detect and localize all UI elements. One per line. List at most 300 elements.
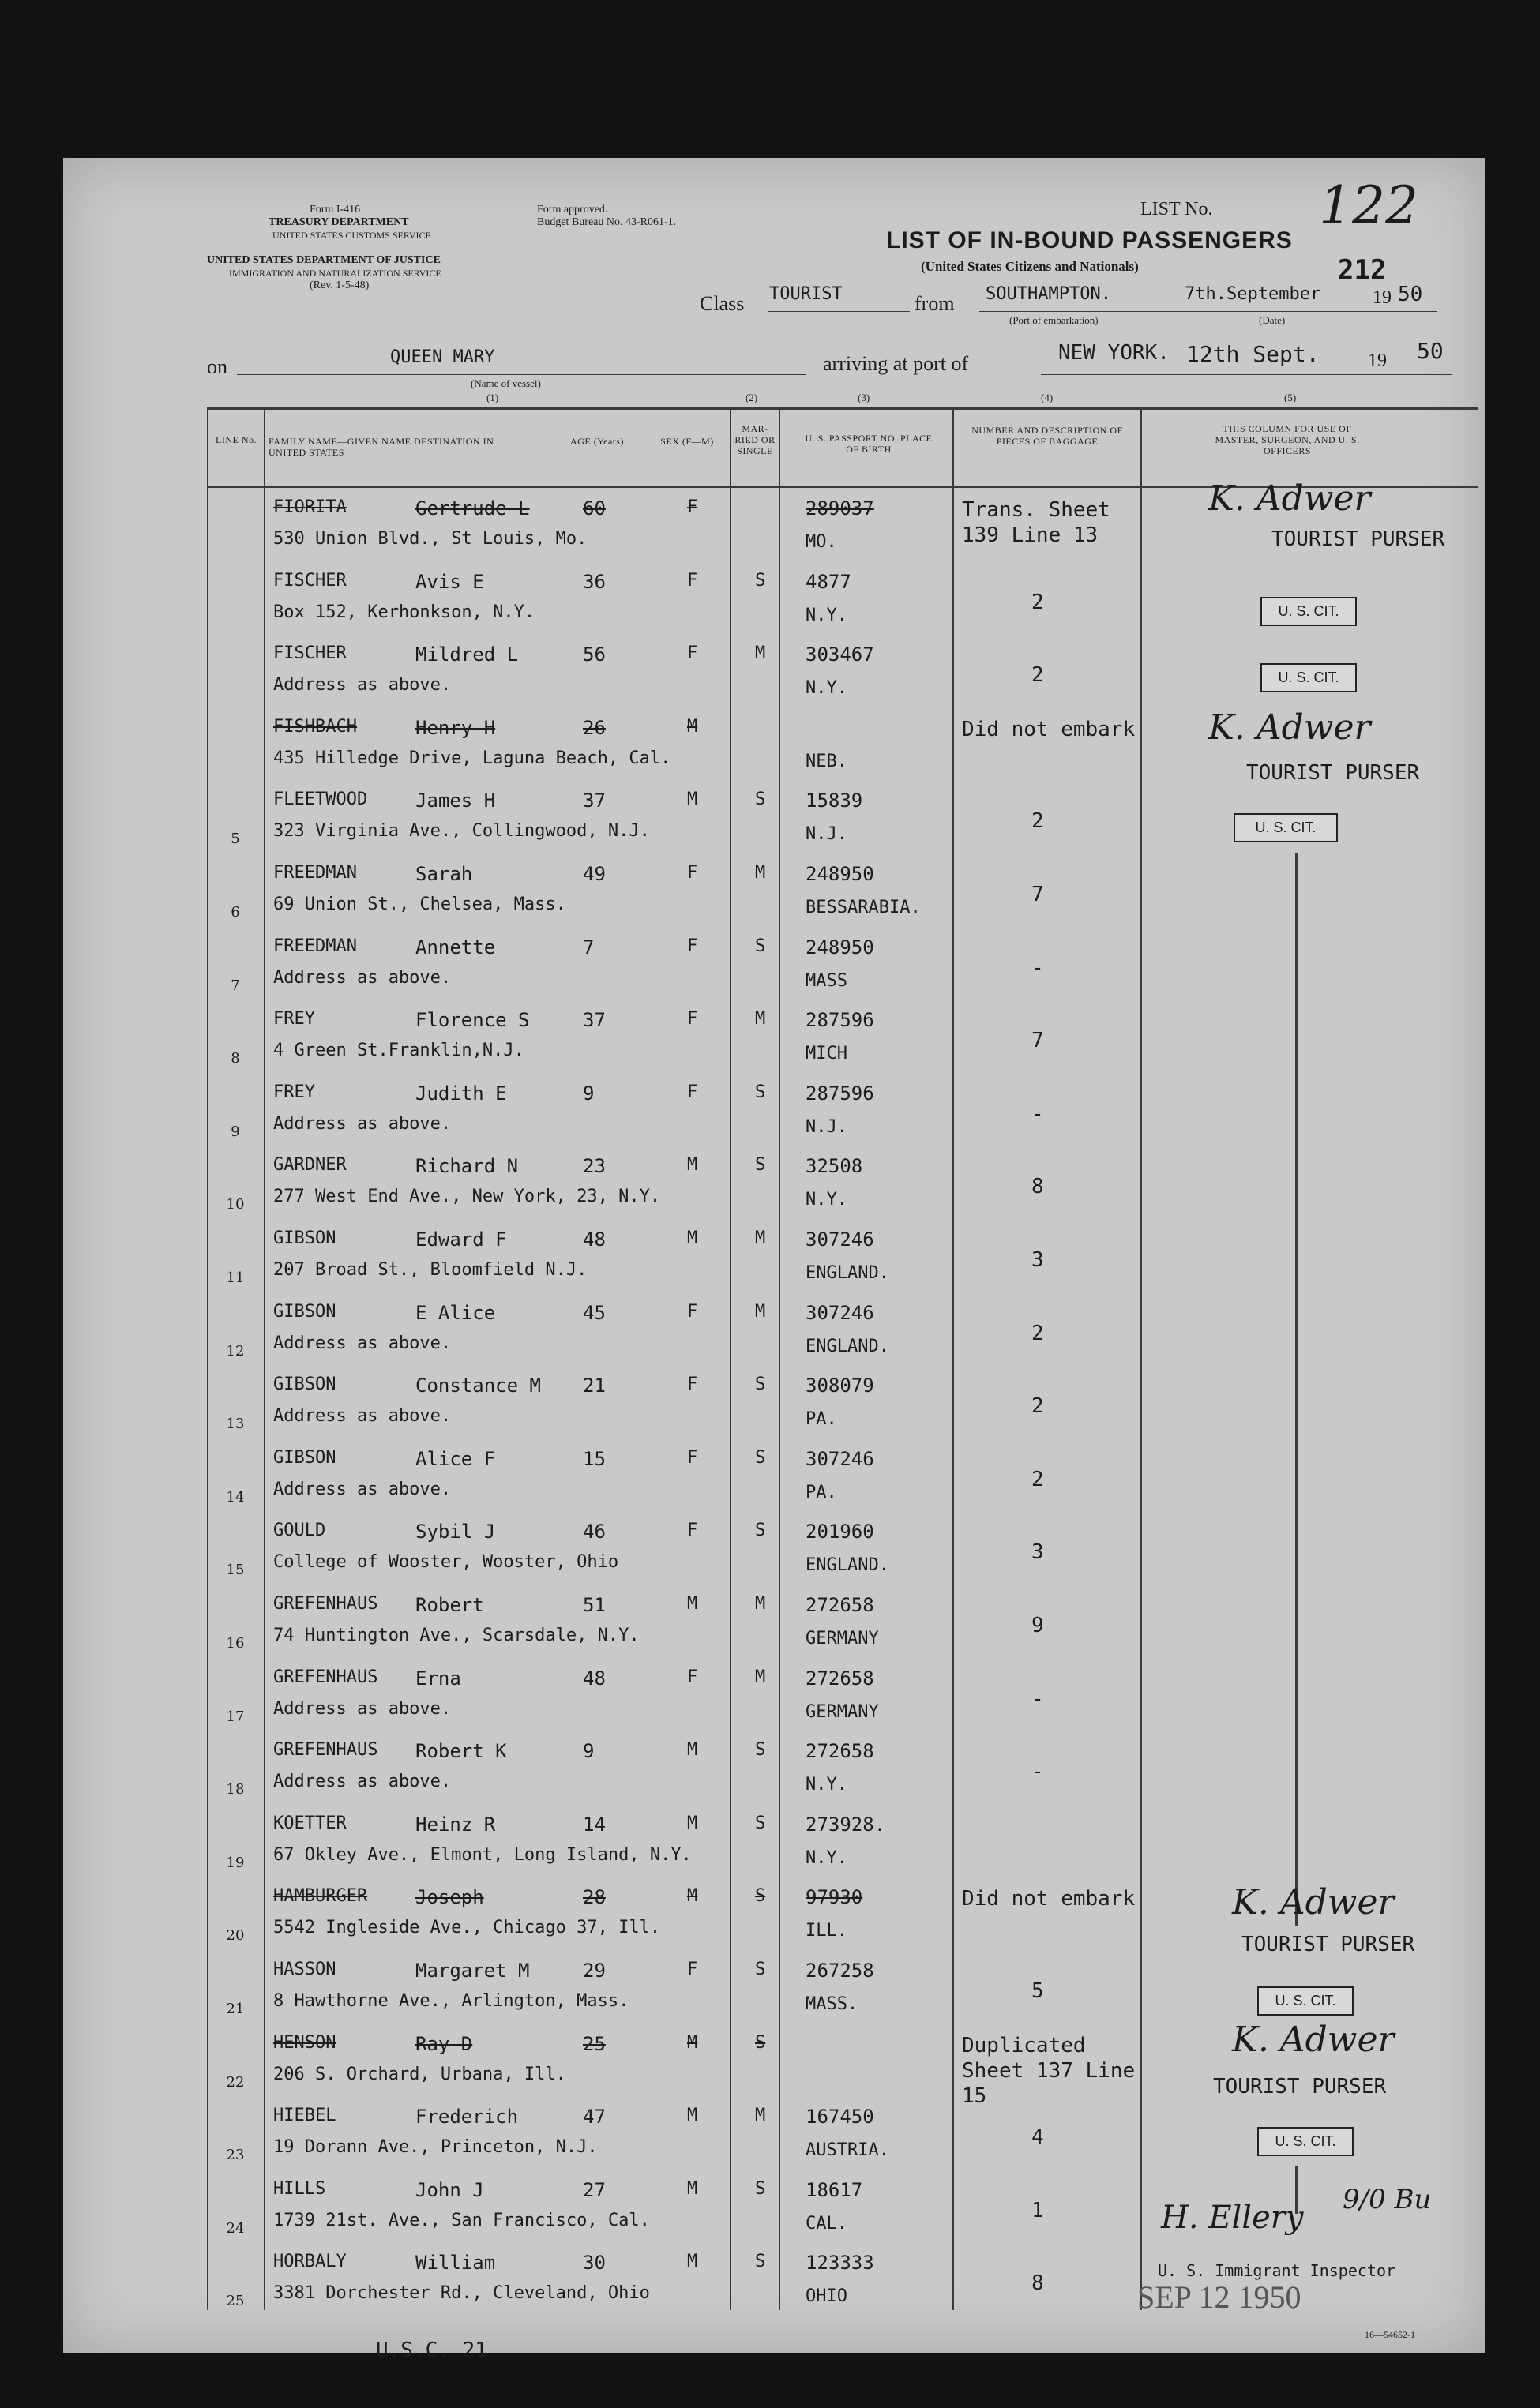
from-year: 50 bbox=[1398, 283, 1423, 306]
us-citizen-stamp: U. S. CIT. bbox=[1260, 663, 1357, 692]
arrival-year-prefix: 19 bbox=[1368, 351, 1387, 371]
family-name: GARDNER bbox=[273, 1155, 347, 1176]
arrival-year: 50 bbox=[1417, 338, 1444, 364]
family-name: HORBALY bbox=[273, 2252, 347, 2272]
sex: M bbox=[687, 2178, 698, 2199]
line-number: 18 bbox=[226, 1781, 245, 1798]
passport-number: 18617 bbox=[806, 2178, 863, 2201]
address: Address as above. bbox=[273, 1479, 452, 1499]
baggage: 5 bbox=[1031, 1979, 1044, 2003]
marital-status: S bbox=[755, 1155, 766, 1176]
marital-status: M bbox=[755, 863, 766, 883]
vessel-caption: (Name of vessel) bbox=[471, 377, 541, 389]
col-header-sex: SEX (F—M) bbox=[660, 436, 714, 447]
sex: M bbox=[687, 1886, 698, 1907]
address: Address as above. bbox=[273, 1113, 452, 1134]
family-name: GIBSON bbox=[273, 1228, 336, 1248]
given-name: Annette bbox=[415, 936, 496, 958]
column-number: (3) bbox=[858, 392, 870, 403]
age: 48 bbox=[583, 1667, 606, 1690]
budget-bureau: Budget Bureau No. 43-R061-1. bbox=[537, 216, 677, 228]
baggage: 8 bbox=[1031, 1175, 1044, 1199]
baggage: 2 bbox=[1031, 663, 1044, 688]
address: 8 Hawthorne Ave., Arlington, Mass. bbox=[273, 1991, 629, 2011]
sex: M bbox=[687, 716, 698, 737]
family-name: FISCHER bbox=[273, 570, 347, 591]
from-date: 7th.September bbox=[1185, 284, 1321, 304]
tourist-purser-label: TOURIST PURSER bbox=[1241, 1933, 1415, 1956]
age: 27 bbox=[583, 2178, 606, 2201]
address: 277 West End Ave., New York, 23, N.Y. bbox=[273, 1187, 661, 1207]
given-name: Sarah bbox=[415, 863, 473, 885]
list-no-stamp: 212 bbox=[1338, 254, 1387, 286]
from-port: SOUTHAMPTON. bbox=[986, 284, 1111, 304]
form-approved: Form approved. bbox=[537, 204, 608, 216]
given-name: Florence S bbox=[415, 1009, 530, 1032]
tourist-purser-label: TOURIST PURSER bbox=[1271, 527, 1445, 551]
given-name: Gertrude L bbox=[415, 497, 530, 519]
family-name: GREFENHAUS bbox=[273, 1740, 378, 1761]
address: Box 152, Kerhonkson, N.Y. bbox=[273, 602, 535, 622]
date-caption: (Date) bbox=[1259, 314, 1286, 326]
family-name: GIBSON bbox=[273, 1375, 336, 1395]
given-name: Alice F bbox=[415, 1447, 496, 1470]
address: Address as above. bbox=[273, 1698, 452, 1719]
col-header-age: AGE (Years) bbox=[570, 436, 624, 447]
marital-status: S bbox=[755, 1447, 766, 1468]
table-row bbox=[207, 1443, 1478, 1516]
date-stamp: SEP 12 1950 bbox=[1137, 2279, 1301, 2315]
us-citizen-stamp: U. S. CIT. bbox=[1257, 1986, 1354, 2016]
given-name: John J bbox=[415, 2178, 484, 2201]
passport-number: 201960 bbox=[806, 1521, 874, 1543]
age: 46 bbox=[583, 1521, 606, 1543]
tourist-purser-label: TOURIST PURSER bbox=[1213, 2075, 1387, 2099]
passport-number: 289037 bbox=[806, 497, 874, 519]
marital-status: S bbox=[755, 1886, 766, 1907]
place-of-birth: N.Y. bbox=[806, 1847, 847, 1868]
age: 49 bbox=[583, 863, 606, 885]
marital-status: S bbox=[755, 2252, 766, 2272]
given-name: Sybil J bbox=[415, 1521, 496, 1543]
age: 7 bbox=[583, 936, 595, 958]
sex: F bbox=[687, 1960, 698, 1979]
sex: F bbox=[687, 570, 698, 591]
address: College of Wooster, Wooster, Ohio bbox=[273, 1552, 619, 1573]
family-name: HIEBEL bbox=[273, 2106, 336, 2126]
age: 37 bbox=[583, 790, 606, 812]
purser-signature: K. Adwer bbox=[1208, 478, 1371, 519]
age: 23 bbox=[583, 1155, 606, 1178]
family-name: KOETTER bbox=[273, 1813, 347, 1833]
family-name: GREFENHAUS bbox=[273, 1667, 378, 1687]
marital-status: S bbox=[755, 790, 766, 810]
marital-status: S bbox=[755, 1960, 766, 1979]
address: 74 Huntington Ave., Scarsdale, N.Y. bbox=[273, 1626, 640, 1645]
place-of-birth: ENGLAND. bbox=[806, 1555, 889, 1576]
given-name: Mildred L bbox=[415, 643, 519, 666]
age: 15 bbox=[583, 1447, 606, 1470]
given-name: Heinz R bbox=[415, 1813, 496, 1836]
sex: M bbox=[687, 1813, 698, 1833]
place-of-birth: PA. bbox=[806, 1409, 837, 1430]
sex: M bbox=[687, 2032, 698, 2053]
line-number: 24 bbox=[226, 2219, 245, 2237]
passport-number: 273928. bbox=[806, 1813, 886, 1836]
given-name: Joseph bbox=[415, 1886, 484, 1909]
address: 3381 Dorchester Rd., Cleveland, Ohio bbox=[273, 2283, 650, 2304]
place-of-birth: CAL. bbox=[806, 2213, 847, 2234]
customs-service: UNITED STATES CUSTOMS SERVICE bbox=[272, 230, 431, 241]
baggage: 1 bbox=[1031, 2198, 1044, 2222]
family-name: FLEETWOOD bbox=[273, 790, 368, 810]
col-header-name: FAMILY NAME—GIVEN NAME DESTINATION IN UNITED STATES bbox=[269, 436, 494, 458]
col-header-married: MAR-RIED OR SINGLE bbox=[734, 423, 776, 456]
address: Address as above. bbox=[273, 1772, 452, 1792]
line-number: 9 bbox=[231, 1123, 240, 1140]
sex: M bbox=[687, 790, 698, 810]
sex: F bbox=[687, 1009, 698, 1030]
marital-status: S bbox=[755, 1740, 766, 1761]
given-name: Henry H bbox=[415, 716, 496, 739]
baggage: 3 bbox=[1031, 1248, 1044, 1272]
place-of-birth: MASS. bbox=[806, 1994, 858, 2014]
age: 26 bbox=[583, 716, 606, 739]
line-number: 14 bbox=[226, 1488, 245, 1506]
place-of-birth: GERMANY bbox=[806, 1629, 879, 1648]
address: 4 Green St.Franklin,N.J. bbox=[273, 1041, 524, 1061]
table-row bbox=[207, 1589, 1478, 1662]
table-row bbox=[207, 932, 1478, 1004]
given-name: Ray D bbox=[415, 2032, 473, 2055]
vessel-name: QUEEN MARY bbox=[390, 347, 495, 367]
line-number: 22 bbox=[226, 2073, 245, 2091]
address: 323 Virginia Ave., Collingwood, N.J. bbox=[273, 821, 650, 842]
passport-number: 15839 bbox=[806, 790, 863, 812]
age: 21 bbox=[583, 1375, 606, 1397]
given-name: Robert bbox=[415, 1594, 484, 1616]
column-number: (4) bbox=[1041, 392, 1054, 403]
baggage: - bbox=[1031, 1760, 1044, 1784]
place-of-birth: N.J. bbox=[806, 1116, 847, 1137]
baggage: 7 bbox=[1031, 883, 1044, 906]
family-name: GIBSON bbox=[273, 1301, 336, 1322]
place-of-birth: NEB. bbox=[806, 751, 847, 771]
age: 9 bbox=[583, 1082, 595, 1105]
marital-status: M bbox=[755, 1228, 766, 1248]
family-name: HASSON bbox=[273, 1960, 336, 1979]
baggage: 2 bbox=[1031, 1467, 1044, 1491]
us-citizen-stamp: U. S. CIT. bbox=[1257, 2127, 1354, 2156]
marital-status: M bbox=[755, 2106, 766, 2126]
place-of-birth: GERMANY bbox=[806, 1701, 879, 1722]
place-of-birth: MASS bbox=[806, 970, 847, 991]
line-number: 8 bbox=[231, 1050, 240, 1067]
line-number: 6 bbox=[231, 904, 240, 921]
marital-status: S bbox=[755, 2178, 766, 2199]
place-of-birth: AUSTRIA. bbox=[806, 2140, 889, 2161]
sex: F bbox=[687, 1521, 698, 1541]
family-name: GOULD bbox=[273, 1521, 326, 1541]
line-number: 23 bbox=[226, 2147, 245, 2164]
line-number: 16 bbox=[226, 1635, 245, 1652]
passport-number: 4877 bbox=[806, 570, 851, 593]
page-title: LIST OF IN-BOUND PASSENGERS bbox=[886, 227, 1293, 253]
family-name: FISHBACH bbox=[273, 716, 357, 737]
on-label: on bbox=[207, 355, 227, 378]
list-no-label: LIST No. bbox=[1140, 199, 1213, 219]
place-of-birth: MO. bbox=[806, 532, 837, 552]
family-name: HILLS bbox=[273, 2178, 326, 2199]
line-number: 12 bbox=[226, 1342, 245, 1360]
sex: M bbox=[687, 1740, 698, 1761]
passport-number: 272658 bbox=[806, 1594, 874, 1616]
column-number: (5) bbox=[1284, 392, 1297, 403]
sex: F bbox=[687, 1082, 698, 1102]
inspector-signature: H. Ellery bbox=[1161, 2200, 1304, 2236]
col-header-line: LINE No. bbox=[216, 434, 257, 445]
table-row bbox=[207, 1370, 1478, 1442]
tourist-purser-label: TOURIST PURSER bbox=[1246, 761, 1420, 785]
age: 9 bbox=[583, 1740, 595, 1763]
col-header-passport: U. S. PASSPORT NO. PLACE OF BIRTH bbox=[805, 433, 933, 455]
marital-status: S bbox=[755, 936, 766, 956]
place-of-birth: ILL. bbox=[806, 1921, 847, 1941]
given-name: E Alice bbox=[415, 1301, 496, 1324]
given-name: Erna bbox=[415, 1667, 461, 1690]
address: 67 Okley Ave., Elmont, Long Island, N.Y. bbox=[273, 1844, 692, 1865]
ins-service: IMMIGRATION AND NATURALIZATION SERVICE bbox=[229, 268, 441, 279]
passport-number: 307246 bbox=[806, 1228, 874, 1251]
marital-status: S bbox=[755, 1813, 766, 1833]
marital-status: S bbox=[755, 570, 766, 591]
passport-number: 123333 bbox=[806, 2252, 874, 2275]
from-label: from bbox=[915, 292, 955, 315]
table-row bbox=[207, 1004, 1478, 1077]
table-row bbox=[207, 1663, 1478, 1735]
initials: 9/0 Bu bbox=[1343, 2184, 1432, 2215]
list-no-handwritten: 122 bbox=[1319, 175, 1418, 236]
marital-status: M bbox=[755, 1594, 766, 1614]
arriving-label: arriving at port of bbox=[823, 352, 969, 375]
table-row bbox=[207, 1150, 1478, 1223]
baggage: Duplicated Sheet 137 Line 15 bbox=[962, 2033, 1136, 2108]
purser-signature: K. Adwer bbox=[1208, 707, 1371, 748]
family-name: GREFENHAUS bbox=[273, 1594, 378, 1614]
family-name: FIORITA bbox=[273, 497, 347, 517]
given-name: Robert K bbox=[415, 1740, 507, 1763]
line-number: 7 bbox=[231, 977, 240, 994]
age: 56 bbox=[583, 643, 606, 666]
address: 206 S. Orchard, Urbana, Ill. bbox=[273, 2064, 566, 2084]
line-number: 13 bbox=[226, 1416, 245, 1433]
table-top-rule bbox=[207, 407, 1478, 410]
age: 25 bbox=[583, 2032, 606, 2055]
marital-status: M bbox=[755, 1667, 766, 1687]
baggage: - bbox=[1031, 955, 1044, 980]
arrival-port: NEW YORK. bbox=[1058, 341, 1170, 365]
passport-number: 287596 bbox=[806, 1009, 874, 1032]
table-row bbox=[207, 1224, 1478, 1296]
sex: F bbox=[687, 1447, 698, 1468]
footer-printer: 16—54652-1 bbox=[1365, 2329, 1415, 2340]
age: 51 bbox=[583, 1594, 606, 1616]
place-of-birth: N.Y. bbox=[806, 678, 847, 699]
given-name: James H bbox=[415, 790, 496, 812]
sex: M bbox=[687, 2252, 698, 2272]
baggage: - bbox=[1031, 1101, 1044, 1126]
sex: M bbox=[687, 1228, 698, 1248]
marital-status: S bbox=[755, 1375, 766, 1395]
address: Address as above. bbox=[273, 1406, 452, 1427]
age: 30 bbox=[583, 2252, 606, 2275]
baggage: 4 bbox=[1031, 2125, 1044, 2150]
line-number: 25 bbox=[226, 2293, 245, 2310]
address: Address as above. bbox=[273, 675, 452, 696]
port-caption: (Port of embarkation) bbox=[1009, 314, 1099, 326]
address: 69 Union St., Chelsea, Mass. bbox=[273, 895, 566, 914]
place-of-birth: ENGLAND. bbox=[806, 1263, 889, 1283]
line-number: 11 bbox=[226, 1270, 245, 1286]
address: 207 Broad St., Bloomfield N.J. bbox=[273, 1260, 588, 1280]
place-of-birth: OHIO bbox=[806, 2286, 847, 2307]
line-number: 5 bbox=[231, 831, 240, 848]
age: 28 bbox=[583, 1886, 606, 1909]
table-row bbox=[207, 1516, 1478, 1588]
passport-number: 248950 bbox=[806, 936, 874, 958]
family-name: FISCHER bbox=[273, 643, 347, 664]
sex: F bbox=[687, 936, 698, 956]
justice-dept: UNITED STATES DEPARTMENT OF JUSTICE bbox=[207, 254, 441, 266]
bracket-line bbox=[1295, 853, 1298, 1926]
sex: F bbox=[687, 1375, 698, 1395]
purser-signature: K. Adwer bbox=[1232, 2020, 1395, 2060]
place-of-birth: N.Y. bbox=[806, 1775, 847, 1795]
column-number: (2) bbox=[746, 392, 758, 403]
sex: F bbox=[687, 643, 698, 664]
age: 48 bbox=[583, 1228, 606, 1251]
passport-number: 248950 bbox=[806, 863, 874, 885]
address: 5542 Ingleside Ave., Chicago 37, Ill. bbox=[273, 1918, 661, 1938]
age: 29 bbox=[583, 1960, 606, 1982]
passport-number: 303467 bbox=[806, 643, 874, 666]
family-name: FREEDMAN bbox=[273, 936, 357, 956]
place-of-birth: N.Y. bbox=[806, 605, 847, 625]
sex: M bbox=[687, 1594, 698, 1614]
purser-signature: K. Adwer bbox=[1232, 1882, 1395, 1922]
table-row bbox=[207, 1078, 1478, 1150]
line-number: 15 bbox=[226, 1562, 245, 1579]
place-of-birth: N.J. bbox=[806, 824, 847, 845]
passport-number: 267258 bbox=[806, 1960, 874, 1982]
passport-number: 272658 bbox=[806, 1667, 874, 1690]
table-row bbox=[207, 858, 1478, 931]
given-name: Margaret M bbox=[415, 1960, 530, 1982]
place-of-birth: BESSARABIA. bbox=[806, 898, 921, 917]
baggage: Did not embark bbox=[962, 1887, 1136, 1911]
place-of-birth: PA. bbox=[806, 1482, 837, 1502]
passport-number: 272658 bbox=[806, 1740, 874, 1763]
given-name: Richard N bbox=[415, 1155, 519, 1178]
sex: M bbox=[687, 2106, 698, 2126]
col-header-officers: THIS COLUMN FOR USE OF MASTER, SURGEON, AND U. S. OFFICERS bbox=[1215, 423, 1360, 456]
line-number: 17 bbox=[226, 1708, 245, 1725]
passport-number: 307246 bbox=[806, 1301, 874, 1324]
line-number: 19 bbox=[226, 1854, 245, 1871]
arrival-date: 12th Sept. bbox=[1186, 341, 1320, 367]
place-of-birth: MICH bbox=[806, 1044, 847, 1064]
us-citizen-stamp: U. S. CIT. bbox=[1260, 597, 1357, 626]
family-name: HENSON bbox=[273, 2032, 336, 2053]
given-name: Judith E bbox=[415, 1082, 507, 1105]
baggage: - bbox=[1031, 1686, 1044, 1711]
baggage: 2 bbox=[1031, 1394, 1044, 1419]
sex: F bbox=[687, 497, 698, 517]
place-of-birth: N.Y. bbox=[806, 1190, 847, 1210]
treasury-dept: TREASURY DEPARTMENT bbox=[269, 216, 409, 228]
inspector-label: U. S. Immigrant Inspector bbox=[1158, 2261, 1396, 2280]
address: Address as above. bbox=[273, 1333, 452, 1353]
passport-number: 308079 bbox=[806, 1375, 874, 1397]
line-number: 10 bbox=[226, 1196, 245, 1213]
address: 435 Hilledge Drive, Laguna Beach, Cal. bbox=[273, 748, 671, 768]
passport-number: 167450 bbox=[806, 2106, 874, 2129]
line-number: 20 bbox=[226, 1927, 245, 1945]
age: 37 bbox=[583, 1009, 606, 1032]
table-row bbox=[207, 1809, 1478, 1881]
baggage: Trans. Sheet 139 Line 13 bbox=[962, 498, 1110, 547]
marital-status: M bbox=[755, 1301, 766, 1322]
baggage: 3 bbox=[1031, 1540, 1044, 1565]
family-name: GIBSON bbox=[273, 1447, 336, 1468]
passport-number: 32508 bbox=[806, 1155, 863, 1178]
from-year-prefix: 19 bbox=[1373, 287, 1392, 308]
given-name: Edward F bbox=[415, 1228, 507, 1251]
line-number: 21 bbox=[226, 2001, 245, 2017]
family-name: FREY bbox=[273, 1009, 315, 1030]
baggage: 2 bbox=[1031, 1321, 1044, 1345]
family-name: HAMBURGER bbox=[273, 1886, 368, 1907]
passport-number: 97930 bbox=[806, 1886, 863, 1909]
marital-status: S bbox=[755, 1082, 766, 1102]
family-name: FREY bbox=[273, 1082, 315, 1102]
given-name: Frederich bbox=[415, 2106, 519, 2129]
marital-status: M bbox=[755, 643, 766, 664]
age: 36 bbox=[583, 570, 606, 593]
marital-status: S bbox=[755, 1521, 766, 1541]
revision: (Rev. 1-5-48) bbox=[310, 279, 370, 291]
baggage: 2 bbox=[1031, 590, 1044, 614]
form-number: Form I-416 bbox=[310, 204, 361, 216]
address: 19 Dorann Ave., Princeton, N.J. bbox=[273, 2137, 598, 2158]
age: 14 bbox=[583, 1813, 606, 1836]
baggage: 8 bbox=[1031, 2271, 1044, 2296]
passport-number: 307246 bbox=[806, 1447, 874, 1470]
table-row bbox=[207, 1297, 1478, 1370]
passport-number: 287596 bbox=[806, 1082, 874, 1105]
given-name: Constance M bbox=[415, 1375, 541, 1397]
sex: F bbox=[687, 863, 698, 883]
col-header-baggage: NUMBER AND DESCRIPTION OF PIECES OF BAGGAGE bbox=[971, 425, 1123, 447]
us-citizen-stamp: U. S. CIT. bbox=[1234, 813, 1338, 842]
address: 1739 21st. Ave., San Francisco, Cal. bbox=[273, 2210, 650, 2230]
baggage: 7 bbox=[1031, 1029, 1044, 1053]
baggage: 9 bbox=[1031, 1614, 1044, 1637]
age: 45 bbox=[583, 1301, 606, 1324]
marital-status: M bbox=[755, 1009, 766, 1030]
sex: F bbox=[687, 1301, 698, 1322]
age: 60 bbox=[583, 497, 606, 519]
